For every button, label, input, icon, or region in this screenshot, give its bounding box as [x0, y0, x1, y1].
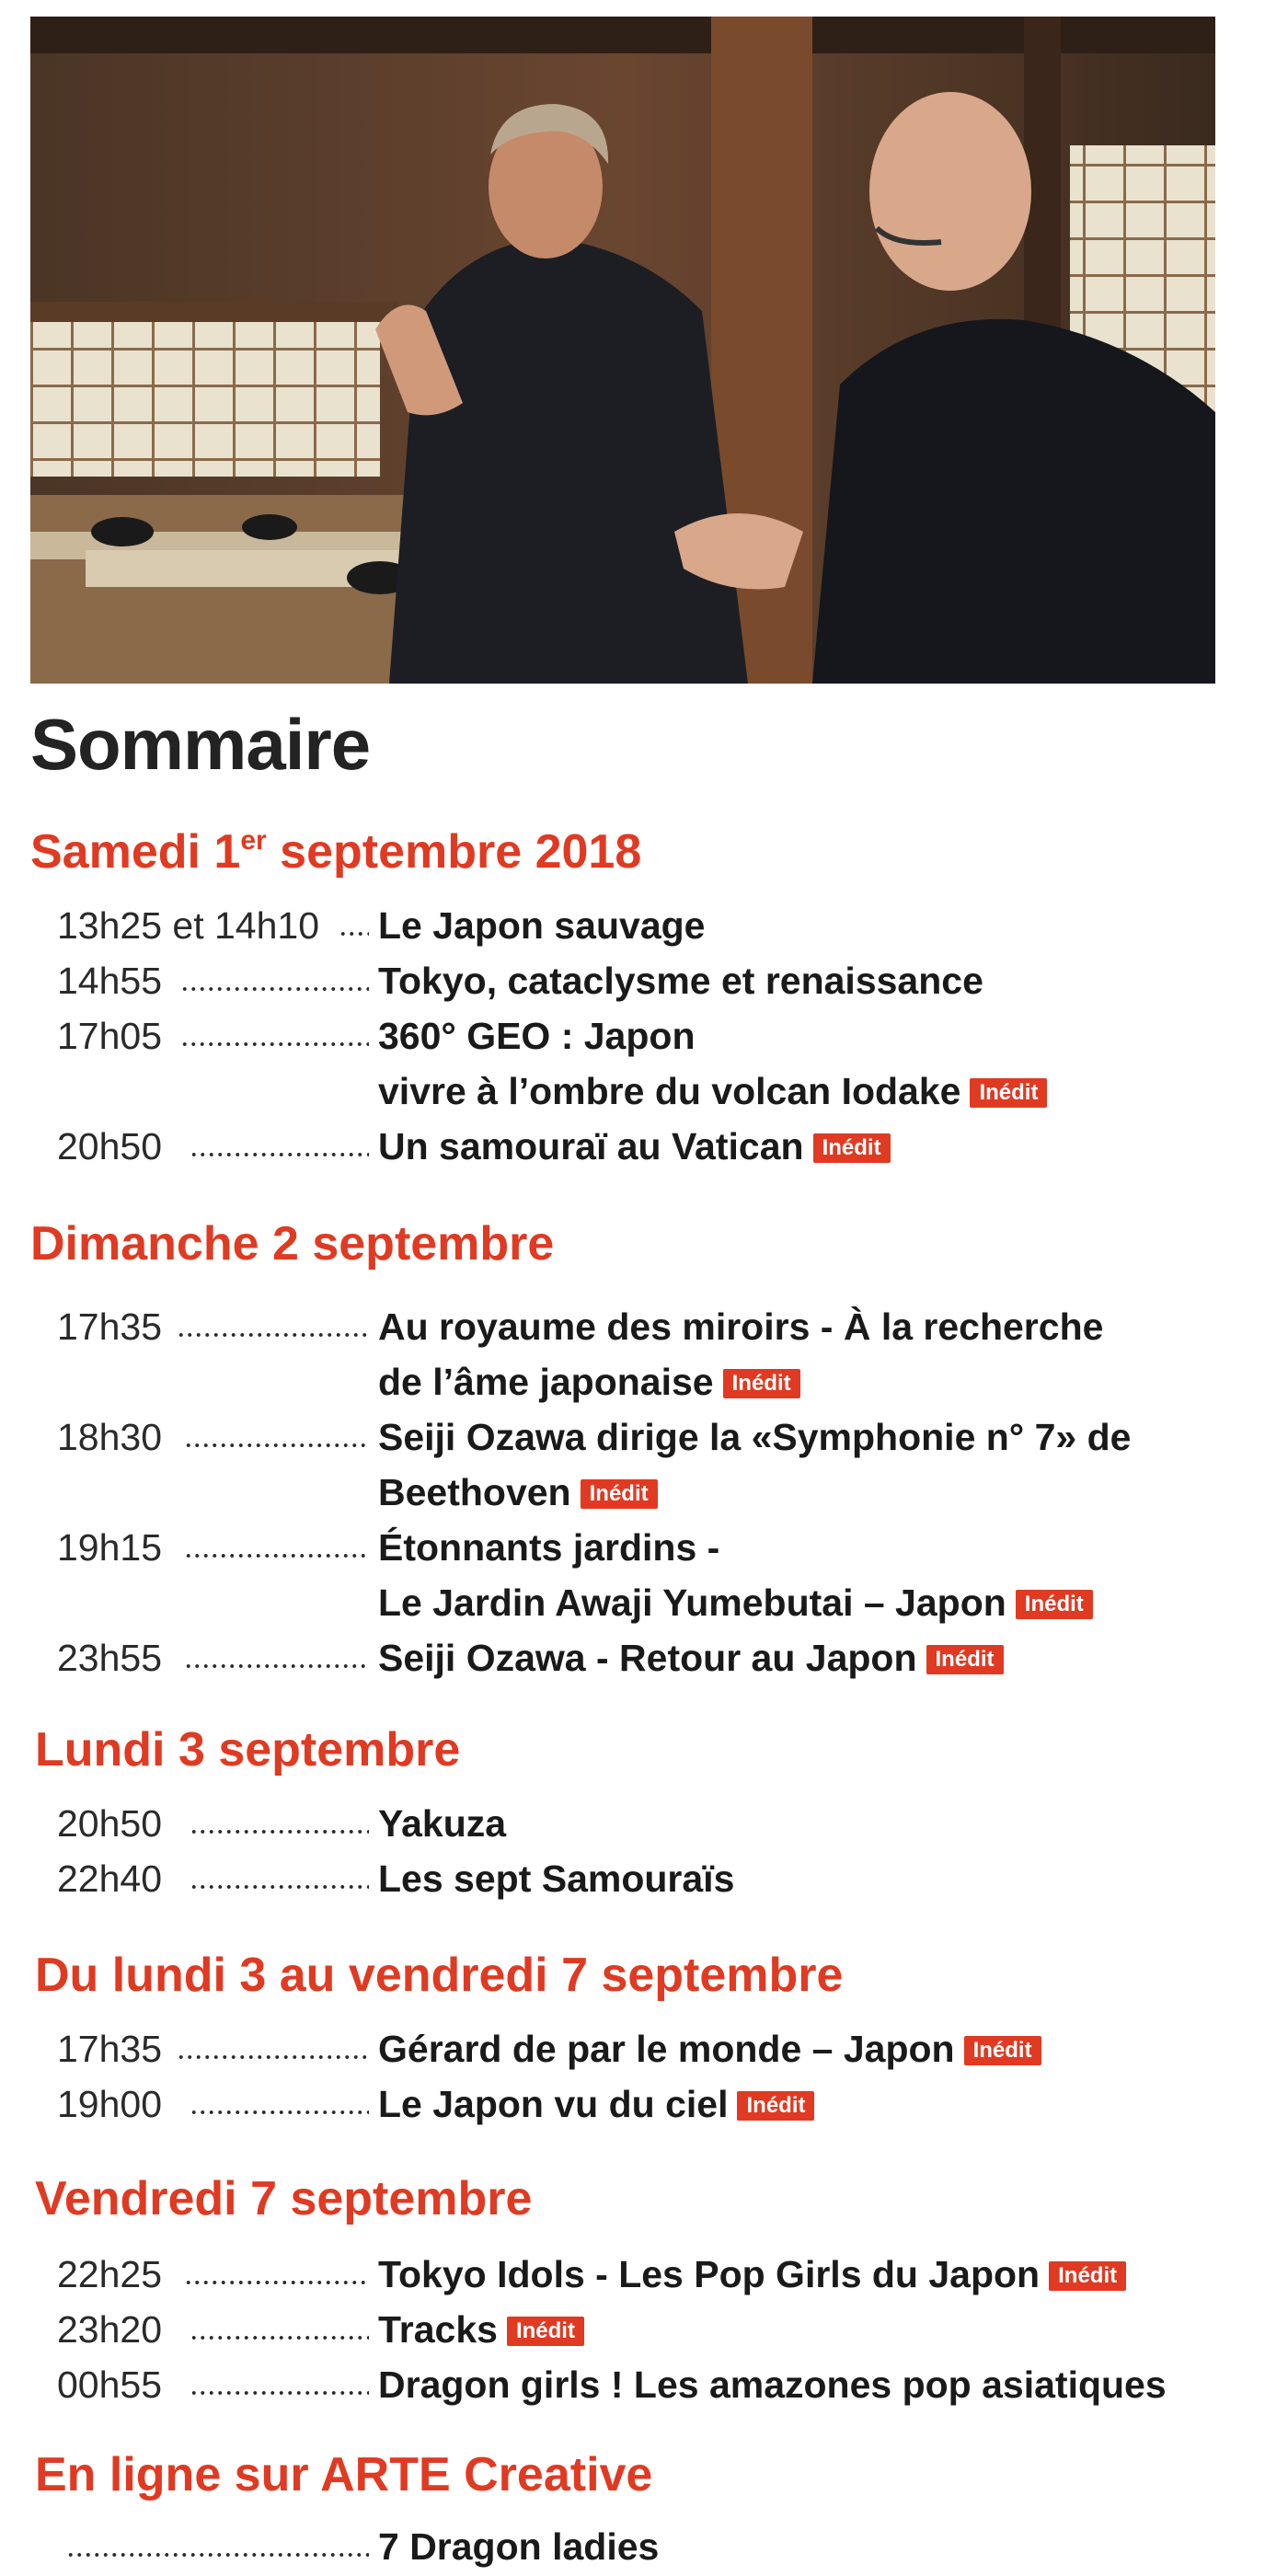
inedit-badge: Inédit: [723, 1369, 800, 1398]
time: 19h00: [57, 2083, 163, 2125]
time: 17h35: [57, 1305, 163, 1348]
time: 17h05: [57, 1015, 163, 1057]
header-photo: [30, 17, 1215, 684]
time: 00h55: [57, 2363, 163, 2406]
inedit-badge: Inédit: [581, 1479, 658, 1509]
program-title: 360° GEO : Japon: [378, 1015, 696, 1057]
schedule-row-continued: [0, 1354, 1288, 1409]
program-title: Seiji Ozawa - Retour au Japon Inédit: [378, 1630, 1004, 1685]
program-title: Au royaume des miroirs - À la recherche: [378, 1305, 1104, 1348]
program-title: Le Japon vu du ciel Inédit: [378, 2076, 814, 2132]
schedule-row: [0, 2247, 1288, 2302]
dot-leader: [184, 1549, 369, 1562]
time: 20h50: [57, 1802, 163, 1845]
schedule-row: [0, 2076, 1288, 2132]
time: 18h30: [57, 1416, 163, 1458]
dot-leader: [190, 2386, 369, 2399]
schedule-row: [0, 2021, 1288, 2076]
program-title: Un samouraï au Vatican Inédit: [378, 1119, 891, 1174]
program-title-continued: Beethoven Inédit: [378, 1465, 658, 1520]
dot-leader: [177, 1328, 369, 1341]
dot-leader: [190, 2331, 369, 2344]
dot-leader: [177, 2051, 369, 2064]
inedit-badge: Inédit: [507, 2317, 584, 2346]
time: 23h55: [57, 1637, 163, 1679]
schedule-row: [0, 2519, 1288, 2574]
day-title: Du lundi 3 au vendredi 7 septembre: [35, 1949, 844, 2002]
schedule-row-continued: [0, 1575, 1288, 1630]
dot-leader: [190, 1148, 369, 1161]
inedit-badge: Inédit: [813, 1133, 891, 1163]
schedule-row: [0, 898, 1288, 953]
time: 23h20: [57, 2308, 163, 2351]
inedit-badge: Inédit: [964, 2036, 1041, 2065]
time: 22h40: [57, 1857, 163, 1900]
program-title-continued: de l’âme japonaise Inédit: [378, 1354, 800, 1409]
schedule-row: [0, 1119, 1288, 1174]
schedule-row: [0, 1409, 1288, 1465]
inedit-badge: Inédit: [737, 2091, 814, 2121]
inedit-badge: Inédit: [926, 1645, 1004, 1674]
time: 19h15: [57, 1526, 163, 1569]
dot-leader: [180, 983, 369, 995]
time: 17h35: [57, 2028, 163, 2070]
day-title: Vendredi 7 septembre: [35, 2172, 533, 2225]
program-title: Yakuza: [378, 1802, 507, 1845]
schedule-row: [0, 1851, 1288, 1906]
program-title: Tokyo Idols - Les Pop Girls du Japon Inédit: [378, 2247, 1126, 2302]
schedule-row: [0, 953, 1288, 1008]
day-title: Dimanche 2 septembre: [30, 1217, 555, 1271]
day-title: Lundi 3 septembre: [35, 1723, 461, 1777]
schedule-row: [0, 1299, 1288, 1354]
dot-leader: [184, 1439, 369, 1452]
program-title: Tokyo, cataclysme et renaissance: [378, 960, 983, 1002]
program-title: Gérard de par le monde – Japon Inédit: [378, 2021, 1041, 2076]
dot-leader: [180, 1038, 369, 1051]
dot-leader: [184, 1660, 369, 1673]
program-title-continued: Le Jardin Awaji Yumebutai – Japon Inédit: [378, 1575, 1093, 1630]
schedule-row: [0, 1008, 1288, 1064]
schedule-row-continued: [0, 1064, 1288, 1119]
program-title: Les sept Samouraïs: [378, 1857, 735, 1900]
schedule-row: [0, 2357, 1288, 2412]
program-title: Tracks Inédit: [378, 2302, 584, 2357]
dot-leader: [190, 1825, 369, 1838]
dot-leader: [190, 1880, 369, 1893]
inedit-badge: Inédit: [970, 1078, 1047, 1108]
schedule-row-continued: [0, 1465, 1288, 1520]
dot-leader: [66, 2548, 369, 2561]
inedit-badge: Inédit: [1016, 1590, 1093, 1619]
schedule-row: [0, 1796, 1288, 1851]
program-title: Seiji Ozawa dirige la «Symphonie n° 7» de: [378, 1416, 1132, 1458]
time: 20h50: [57, 1125, 163, 1167]
page-title: Sommaire: [30, 704, 371, 785]
program-title: Dragon girls ! Les amazones pop asiatiques: [378, 2363, 1167, 2406]
photo-illustration: [30, 17, 1215, 684]
program-title: Étonnants jardins -: [378, 1526, 720, 1569]
day-title: Samedi 1er septembre 2018: [30, 825, 642, 879]
inedit-badge: Inédit: [1049, 2261, 1126, 2291]
dot-leader: [339, 927, 369, 940]
schedule-row: [0, 1520, 1288, 1575]
program-title-continued: vivre à l’ombre du volcan Iodake Inédit: [378, 1064, 1047, 1119]
dot-leader: [190, 2106, 369, 2119]
time: 14h55: [57, 960, 163, 1002]
program-title: Le Japon sauvage: [378, 904, 706, 947]
time: 22h25: [57, 2253, 163, 2295]
schedule-row: [0, 1630, 1288, 1685]
schedule-row: [0, 2302, 1288, 2357]
dot-leader: [184, 2276, 369, 2289]
time: 13h25 et 14h10: [57, 904, 319, 947]
program-title: 7 Dragon ladies: [378, 2525, 660, 2568]
day-title: En ligne sur ARTE Creative: [35, 2448, 653, 2501]
